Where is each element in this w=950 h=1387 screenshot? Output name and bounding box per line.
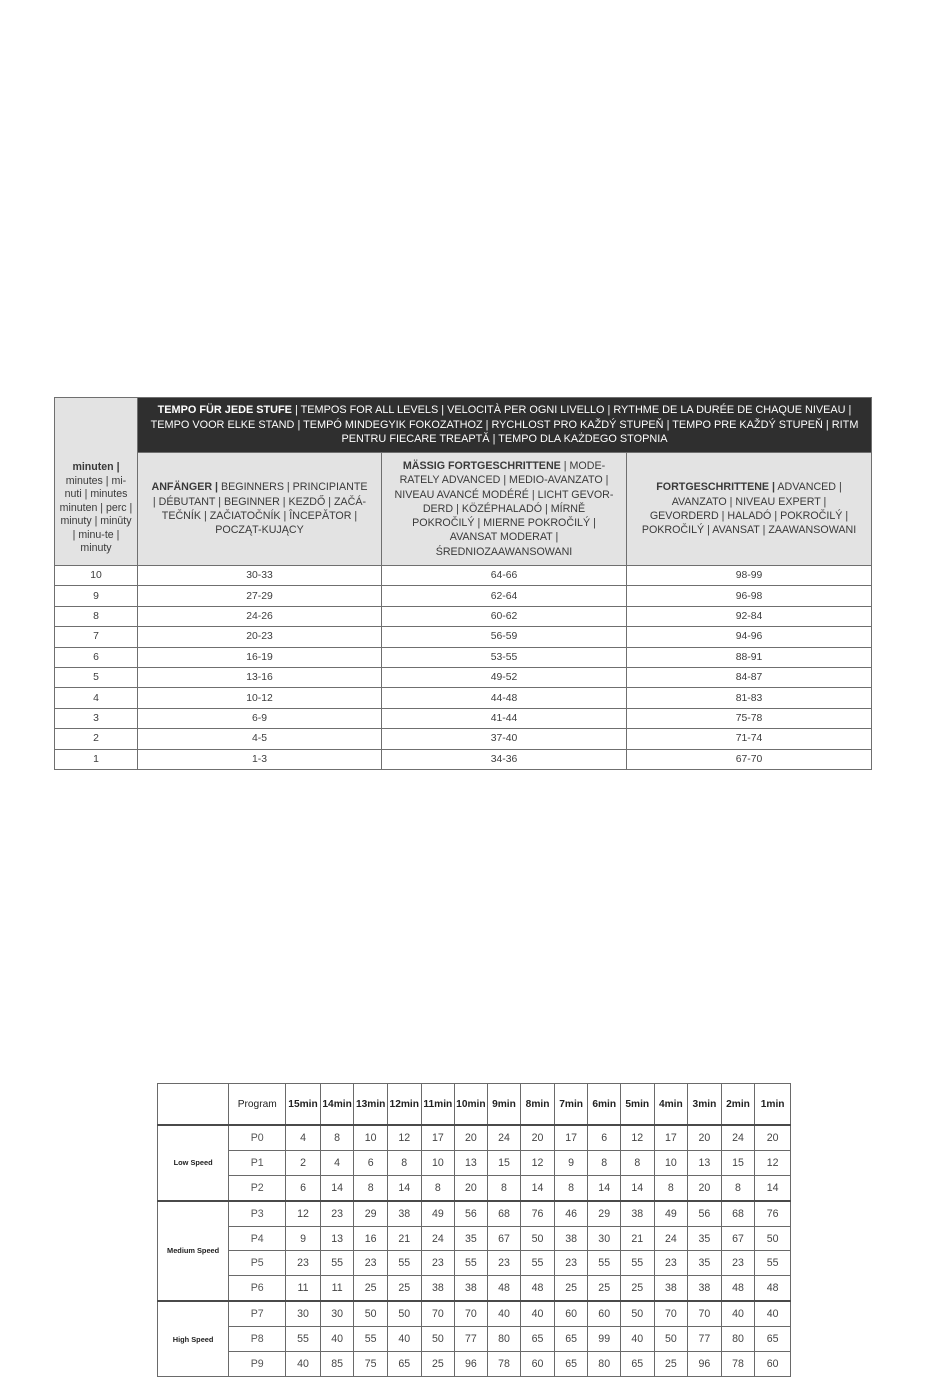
moderate-tempo-cell: 56-59 [382, 627, 627, 647]
beginner-tempo-cell: 13-16 [138, 667, 382, 687]
time-header: 2min [721, 1084, 755, 1126]
speed-value-cell: 60 [521, 1352, 555, 1377]
advanced-tempo-cell: 75-78 [627, 708, 872, 728]
beginner-tempo-cell: 30-33 [138, 566, 382, 586]
tempo-row [55, 627, 872, 647]
minutes-header-translations: minutes | mi-nuti | minutes minuten | perc | minuty | minūty | minu-te | minuty [59, 474, 133, 555]
speed-value-cell: 11 [320, 1276, 354, 1301]
speed-value-cell: 13 [688, 1150, 722, 1175]
speed-value-cell: 6 [588, 1125, 621, 1150]
speed-value-cell: 70 [421, 1301, 455, 1326]
speed-value-cell: 8 [588, 1150, 621, 1175]
speed-value-cell: 35 [688, 1251, 722, 1276]
speed-value-cell: 50 [421, 1327, 455, 1352]
speed-value-cell: 8 [421, 1175, 455, 1200]
speed-value-cell: 20 [455, 1125, 488, 1150]
beginner-tempo-cell: 20-23 [138, 627, 382, 647]
speed-value-cell: 46 [554, 1201, 588, 1226]
program-speed-table [157, 1083, 791, 1377]
speed-value-cell: 65 [554, 1352, 588, 1377]
speed-value-cell: 25 [421, 1352, 455, 1377]
tempo-banner-bold: TEMPO FÜR JEDE STUFE [157, 404, 292, 417]
speed-value-cell: 20 [521, 1125, 555, 1150]
program-id-cell: P4 [229, 1226, 286, 1251]
level-moderate-translations: | MODE-RATELY ADVANCED | MEDIO-AVANZATO | NIVEAU AVANCÉ MODÉRÉ | LICHT GEVOR-DERD | KÖZÉPHALADÓ | MÍRNĚ POKROČILÝ | MIERNE POKROČILÝ | AVANSAT MODERAT | ŚREDNIOZAAWANSOWANI [394, 459, 614, 558]
program-id-cell: P8 [229, 1327, 286, 1352]
speed-value-cell: 67 [487, 1226, 521, 1251]
speed-value-cell: 12 [755, 1150, 791, 1175]
speed-value-cell: 23 [320, 1201, 354, 1226]
program-row [158, 1201, 791, 1226]
speed-value-cell: 12 [620, 1125, 654, 1150]
speed-value-cell: 10 [421, 1150, 455, 1175]
program-id-cell: P0 [229, 1125, 286, 1150]
speed-value-cell: 14 [521, 1175, 555, 1200]
moderate-tempo-cell: 64-66 [382, 566, 627, 586]
speed-value-cell: 30 [286, 1301, 321, 1326]
speed-value-cell: 40 [286, 1352, 321, 1377]
minutes-cell: 6 [55, 647, 138, 667]
speed-value-cell: 49 [654, 1201, 688, 1226]
moderate-tempo-cell: 49-52 [382, 667, 627, 687]
speed-value-cell: 13 [320, 1226, 354, 1251]
program-id-cell: P1 [229, 1150, 286, 1175]
speed-value-cell: 55 [620, 1251, 654, 1276]
minutes-cell: 3 [55, 708, 138, 728]
speed-value-cell: 65 [521, 1327, 555, 1352]
speed-value-cell: 17 [554, 1125, 588, 1150]
advanced-tempo-cell: 98-99 [627, 566, 872, 586]
speed-value-cell: 10 [654, 1150, 688, 1175]
speed-value-cell: 40 [521, 1301, 555, 1326]
speed-value-cell: 65 [554, 1327, 588, 1352]
speed-value-cell: 20 [688, 1175, 722, 1200]
program-row [158, 1125, 791, 1150]
speed-group-label: High Speed [158, 1301, 229, 1376]
advanced-tempo-cell: 71-74 [627, 729, 872, 749]
time-header: 3min [688, 1084, 722, 1126]
tempo-banner-translations: | TEMPOS FOR ALL LEVELS | VELOCITÀ PER OGNI LIVELLO | RYTHME DE LA DURÉE DE CHAQUE NIVEAU | TEMPO VOOR ELKE STAND | TEMPÓ MINDEGYIK FOKOZATHOZ | RYCHLOST PRO KAŽDÝ STUPEŇ | TEMPO PRE KAŽDÝ STUPEŇ | RITM PENTRU FIECARE TREAPTĂ | TEMPO DLA KAŻDEGO STOPNIA [150, 404, 859, 446]
speed-value-cell: 55 [320, 1251, 354, 1276]
speed-value-cell: 50 [755, 1226, 791, 1251]
speed-value-cell: 67 [721, 1226, 755, 1251]
level-beginner-bold: ANFÄNGER | [151, 481, 219, 494]
speed-value-cell: 35 [688, 1226, 722, 1251]
advanced-tempo-cell: 81-83 [627, 688, 872, 708]
speed-value-cell: 80 [588, 1352, 621, 1377]
program-row [158, 1251, 791, 1276]
minutes-column-header [55, 398, 138, 566]
speed-value-cell: 20 [455, 1175, 488, 1200]
speed-value-cell: 11 [286, 1276, 321, 1301]
speed-value-cell: 85 [320, 1352, 354, 1377]
speed-value-cell: 68 [487, 1201, 521, 1226]
speed-value-cell: 55 [521, 1251, 555, 1276]
speed-value-cell: 14 [320, 1175, 354, 1200]
minutes-cell: 2 [55, 729, 138, 749]
program-id-cell: P6 [229, 1276, 286, 1301]
level-advanced-translations: ADVANCED | AVANZATO | NIVEAU EXPERT | GEVORDERD | HALADÓ | POKROČILÝ | POKROČILÝ | AVANSAT | ZAAWANSOWANI [641, 481, 857, 537]
speed-value-cell: 20 [755, 1125, 791, 1150]
moderate-tempo-cell: 41-44 [382, 708, 627, 728]
speed-value-cell: 70 [455, 1301, 488, 1326]
speed-value-cell: 8 [487, 1175, 521, 1200]
speed-value-cell: 25 [387, 1276, 421, 1301]
advanced-tempo-cell: 67-70 [627, 749, 872, 769]
speed-value-cell: 70 [688, 1301, 722, 1326]
moderate-tempo-cell: 53-55 [382, 647, 627, 667]
level-moderate-bold: MÄSSIG FORTGESCHRITTENE [402, 459, 561, 472]
tempo-levels-table [54, 397, 872, 770]
time-header: 10min [455, 1084, 488, 1126]
time-header: 7min [554, 1084, 588, 1126]
speed-value-cell: 77 [688, 1327, 722, 1352]
speed-value-cell: 9 [554, 1150, 588, 1175]
speed-value-cell: 55 [387, 1251, 421, 1276]
tempo-row [55, 667, 872, 687]
advanced-tempo-cell: 84-87 [627, 667, 872, 687]
beginner-tempo-cell: 4-5 [138, 729, 382, 749]
speed-value-cell: 96 [455, 1352, 488, 1377]
speed-value-cell: 55 [588, 1251, 621, 1276]
speed-value-cell: 17 [654, 1125, 688, 1150]
minutes-cell: 9 [55, 586, 138, 606]
beginner-tempo-cell: 10-12 [138, 688, 382, 708]
advanced-tempo-cell: 92-84 [627, 606, 872, 626]
speed-value-cell: 38 [688, 1276, 722, 1301]
program-id-cell: P3 [229, 1201, 286, 1226]
speed-value-cell: 30 [320, 1301, 354, 1326]
speed-value-cell: 40 [487, 1301, 521, 1326]
speed-value-cell: 12 [521, 1150, 555, 1175]
speed-value-cell: 65 [387, 1352, 421, 1377]
speed-value-cell: 4 [320, 1150, 354, 1175]
speed-value-cell: 76 [521, 1201, 555, 1226]
moderate-tempo-cell: 62-64 [382, 586, 627, 606]
minutes-cell: 4 [55, 688, 138, 708]
advanced-tempo-cell: 96-98 [627, 586, 872, 606]
speed-value-cell: 12 [387, 1125, 421, 1150]
advanced-tempo-cell: 88-91 [627, 647, 872, 667]
program-row [158, 1327, 791, 1352]
speed-value-cell: 65 [620, 1352, 654, 1377]
beginner-tempo-cell: 1-3 [138, 749, 382, 769]
speed-value-cell: 24 [721, 1125, 755, 1150]
moderate-tempo-cell: 44-48 [382, 688, 627, 708]
minutes-cell: 10 [55, 566, 138, 586]
speed-value-cell: 40 [755, 1301, 791, 1326]
speed-group-label: Medium Speed [158, 1201, 229, 1302]
minutes-cell: 1 [55, 749, 138, 769]
speed-value-cell: 50 [387, 1301, 421, 1326]
speed-value-cell: 17 [421, 1125, 455, 1150]
speed-value-cell: 68 [721, 1201, 755, 1226]
speed-value-cell: 60 [755, 1352, 791, 1377]
speed-value-cell: 80 [721, 1327, 755, 1352]
speed-value-cell: 38 [554, 1226, 588, 1251]
speed-value-cell: 23 [487, 1251, 521, 1276]
minutes-cell: 7 [55, 627, 138, 647]
time-header: 4min [654, 1084, 688, 1126]
speed-value-cell: 55 [354, 1327, 388, 1352]
speed-value-cell: 29 [588, 1201, 621, 1226]
speed-value-cell: 48 [721, 1276, 755, 1301]
minutes-cell: 5 [55, 667, 138, 687]
moderate-tempo-cell: 60-62 [382, 606, 627, 626]
speed-value-cell: 38 [620, 1201, 654, 1226]
moderate-tempo-cell: 34-36 [382, 749, 627, 769]
time-header: 15min [286, 1084, 321, 1126]
time-header: 1min [755, 1084, 791, 1126]
empty-corner-cell [158, 1084, 229, 1126]
speed-value-cell: 50 [521, 1226, 555, 1251]
speed-value-cell: 25 [620, 1276, 654, 1301]
speed-value-cell: 8 [620, 1150, 654, 1175]
speed-value-cell: 55 [755, 1251, 791, 1276]
speed-value-cell: 25 [588, 1276, 621, 1301]
speed-value-cell: 8 [320, 1125, 354, 1150]
speed-value-cell: 24 [654, 1226, 688, 1251]
speed-value-cell: 40 [721, 1301, 755, 1326]
level-header-moderate [382, 453, 627, 566]
speed-value-cell: 80 [487, 1327, 521, 1352]
speed-value-cell: 48 [755, 1276, 791, 1301]
time-header: 9min [487, 1084, 521, 1126]
speed-value-cell: 60 [554, 1301, 588, 1326]
tempo-row [55, 729, 872, 749]
speed-value-cell: 23 [286, 1251, 321, 1276]
tempo-row [55, 586, 872, 606]
speed-value-cell: 23 [654, 1251, 688, 1276]
beginner-tempo-cell: 24-26 [138, 606, 382, 626]
speed-value-cell: 6 [354, 1150, 388, 1175]
speed-value-cell: 96 [688, 1352, 722, 1377]
beginner-tempo-cell: 27-29 [138, 586, 382, 606]
speed-value-cell: 70 [654, 1301, 688, 1326]
speed-value-cell: 40 [320, 1327, 354, 1352]
speed-value-cell: 12 [286, 1201, 321, 1226]
speed-value-cell: 60 [588, 1301, 621, 1326]
speed-value-cell: 48 [487, 1276, 521, 1301]
speed-value-cell: 8 [721, 1175, 755, 1200]
speed-value-cell: 78 [487, 1352, 521, 1377]
tempo-row [55, 708, 872, 728]
speed-value-cell: 35 [455, 1226, 488, 1251]
level-header-advanced [627, 453, 872, 566]
beginner-tempo-cell: 6-9 [138, 708, 382, 728]
speed-value-cell: 15 [487, 1150, 521, 1175]
speed-value-cell: 13 [455, 1150, 488, 1175]
speed-group-label: Low Speed [158, 1125, 229, 1201]
speed-value-cell: 65 [755, 1327, 791, 1352]
speed-value-cell: 38 [654, 1276, 688, 1301]
speed-value-cell: 40 [620, 1327, 654, 1352]
time-header: 6min [588, 1084, 621, 1126]
speed-value-cell: 14 [588, 1175, 621, 1200]
speed-value-cell: 55 [286, 1327, 321, 1352]
speed-value-cell: 56 [455, 1201, 488, 1226]
speed-value-cell: 38 [387, 1201, 421, 1226]
speed-value-cell: 78 [721, 1352, 755, 1377]
program-row [158, 1150, 791, 1175]
speed-value-cell: 4 [286, 1125, 321, 1150]
program-row [158, 1352, 791, 1377]
speed-value-cell: 30 [588, 1226, 621, 1251]
time-header: 8min [521, 1084, 555, 1126]
speed-value-cell: 23 [554, 1251, 588, 1276]
tempo-row [55, 647, 872, 667]
speed-value-cell: 21 [387, 1226, 421, 1251]
time-header: 14min [320, 1084, 354, 1126]
speed-value-cell: 50 [654, 1327, 688, 1352]
speed-value-cell: 20 [688, 1125, 722, 1150]
speed-value-cell: 8 [387, 1150, 421, 1175]
speed-value-cell: 50 [620, 1301, 654, 1326]
tempo-banner [138, 398, 872, 453]
speed-value-cell: 8 [654, 1175, 688, 1200]
time-header: 12min [387, 1084, 421, 1126]
speed-value-cell: 9 [286, 1226, 321, 1251]
speed-value-cell: 24 [487, 1125, 521, 1150]
program-header: Program [229, 1084, 286, 1126]
time-header: 11min [421, 1084, 455, 1126]
speed-value-cell: 38 [421, 1276, 455, 1301]
speed-value-cell: 50 [354, 1301, 388, 1326]
speed-value-cell: 8 [554, 1175, 588, 1200]
time-header: 5min [620, 1084, 654, 1126]
speed-value-cell: 24 [421, 1226, 455, 1251]
level-advanced-bold: FORTGESCHRITTENE | [656, 481, 776, 494]
program-row [158, 1276, 791, 1301]
program-id-cell: P9 [229, 1352, 286, 1377]
minutes-header-bold: minuten | [72, 460, 120, 473]
program-id-cell: P7 [229, 1301, 286, 1326]
speed-value-cell: 14 [755, 1175, 791, 1200]
program-row [158, 1301, 791, 1326]
speed-value-cell: 75 [354, 1352, 388, 1377]
speed-value-cell: 25 [354, 1276, 388, 1301]
tempo-row [55, 606, 872, 626]
speed-value-cell: 8 [354, 1175, 388, 1200]
minutes-cell: 8 [55, 606, 138, 626]
speed-value-cell: 10 [354, 1125, 388, 1150]
speed-value-cell: 99 [588, 1327, 621, 1352]
speed-value-cell: 29 [354, 1201, 388, 1226]
speed-value-cell: 48 [521, 1276, 555, 1301]
moderate-tempo-cell: 37-40 [382, 729, 627, 749]
tempo-row [55, 566, 872, 586]
program-row [158, 1226, 791, 1251]
speed-value-cell: 15 [721, 1150, 755, 1175]
speed-value-cell: 14 [387, 1175, 421, 1200]
speed-value-cell: 23 [421, 1251, 455, 1276]
level-header-beginner [138, 453, 382, 566]
speed-value-cell: 25 [654, 1352, 688, 1377]
speed-value-cell: 21 [620, 1226, 654, 1251]
program-row [158, 1175, 791, 1200]
program-id-cell: P5 [229, 1251, 286, 1276]
tempo-row [55, 688, 872, 708]
time-header: 13min [354, 1084, 388, 1126]
speed-value-cell: 23 [354, 1251, 388, 1276]
program-id-cell: P2 [229, 1175, 286, 1200]
speed-value-cell: 56 [688, 1201, 722, 1226]
beginner-tempo-cell: 16-19 [138, 647, 382, 667]
speed-value-cell: 49 [421, 1201, 455, 1226]
speed-value-cell: 2 [286, 1150, 321, 1175]
level-beginner-translations: BEGINNERS | PRINCIPIANTE | DÉBUTANT | BEGINNER | KEZDŐ | ZAČÁ-TEČNÍK | ZAČIATOČNÍK | ÎNCEPĂTOR | POCZĄT-KUJĄCY [152, 481, 368, 537]
speed-value-cell: 76 [755, 1201, 791, 1226]
speed-value-cell: 16 [354, 1226, 388, 1251]
speed-value-cell: 77 [455, 1327, 488, 1352]
speed-value-cell: 40 [387, 1327, 421, 1352]
tempo-row [55, 749, 872, 769]
speed-value-cell: 38 [455, 1276, 488, 1301]
speed-value-cell: 55 [455, 1251, 488, 1276]
advanced-tempo-cell: 94-96 [627, 627, 872, 647]
speed-value-cell: 25 [554, 1276, 588, 1301]
speed-value-cell: 23 [721, 1251, 755, 1276]
speed-value-cell: 14 [620, 1175, 654, 1200]
speed-value-cell: 6 [286, 1175, 321, 1200]
